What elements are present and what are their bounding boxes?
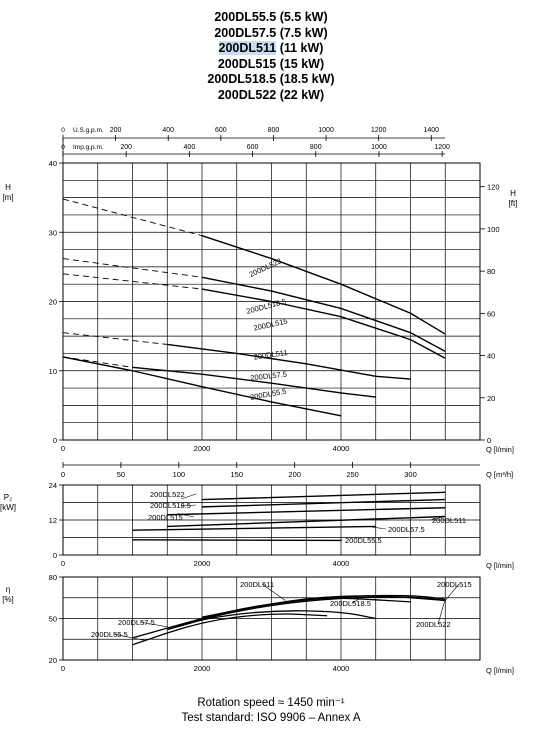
curve-200DL518.5 <box>202 277 445 351</box>
us-gpm-label: U.S.g.p.m. <box>73 127 104 134</box>
series-label: 200DL518.5 <box>150 501 191 510</box>
tick-label: 120 <box>487 182 500 192</box>
tick-label: 20 <box>487 393 496 403</box>
tick-label: 2000 <box>193 664 211 673</box>
tick-label: 1000 <box>371 144 387 151</box>
test-standard-note: Test standard: ISO 9906 – Annex A <box>181 712 361 724</box>
tick-label: 1200 <box>370 127 387 134</box>
tick-label: 24 <box>48 481 57 490</box>
tick-label: 200 <box>120 144 133 151</box>
x-axis-label: Q [l/min] <box>486 561 514 570</box>
series-label: 200DL511 <box>240 580 275 589</box>
series-label: 200DL522 <box>150 490 185 499</box>
curve-200DL55.5 <box>133 540 342 541</box>
model-power: (7.5 kW) <box>276 25 328 40</box>
series-label: 200DL57.5 <box>249 369 288 383</box>
tick-label: 60 <box>487 309 496 319</box>
tick-label: 0 <box>52 551 57 560</box>
model-power: (22 kW) <box>276 87 325 102</box>
x-axis-label: Q [l/min] <box>486 666 514 675</box>
model-power: (11 kW) <box>276 41 324 55</box>
tick-label: 400 <box>162 127 175 134</box>
model-power: (18.5 kW) <box>276 72 335 86</box>
tick-label: 400 <box>183 144 196 151</box>
series-label: 200DL57.5 <box>388 525 425 534</box>
tick-label: 0 <box>60 470 66 479</box>
x-axis-label: Q [l/min] <box>486 445 514 454</box>
y-axis-label: η <box>5 585 11 594</box>
tick-label: 4000 <box>332 444 350 453</box>
tick-label: 0 <box>61 127 65 134</box>
model-name: 200DL55.5 <box>214 10 277 24</box>
model-name: 200DL522 <box>217 87 277 102</box>
curve-200DL522 <box>202 492 445 499</box>
tick-label: 50 <box>116 470 126 479</box>
tick-label: 40 <box>48 159 57 168</box>
tick-label: 1400 <box>423 127 440 134</box>
model-name: 200DL511 <box>218 41 277 55</box>
tick-label: 800 <box>309 144 322 151</box>
tick-label: 600 <box>246 144 259 151</box>
series-label: 200DL57.5 <box>118 618 155 627</box>
chart-footer <box>0 696 542 726</box>
tick-label: 0 <box>60 444 66 453</box>
tick-label: 50 <box>48 614 57 624</box>
y-axis-label: H <box>5 183 11 192</box>
tick-label: 4000 <box>332 664 350 673</box>
tick-label: 80 <box>487 267 496 277</box>
tick-label: 0 <box>60 664 66 673</box>
tick-label: 0 <box>61 144 65 151</box>
tick-label: 12 <box>48 516 57 525</box>
series-label: 200DL515 <box>437 580 472 589</box>
series-label: 200DL518.5 <box>330 599 371 608</box>
model-name: 200DL518.5 <box>207 72 277 86</box>
model-power: (5.5 kW) <box>276 10 328 24</box>
tick-label: 40 <box>487 351 496 361</box>
tick-label: 100 <box>487 224 500 234</box>
y-right-axis-label: [ft] <box>508 199 518 208</box>
series-label: 200DL511 <box>253 347 289 362</box>
tick-label: 800 <box>267 127 280 134</box>
tick-label: 100 <box>172 470 186 479</box>
tick-label: 1200 <box>434 144 450 151</box>
series-label: 200DL518.5 <box>245 296 288 316</box>
tick-label: 10 <box>48 366 57 376</box>
y-axis-label: P₂ <box>3 493 13 502</box>
tick-label: 0 <box>60 559 66 568</box>
tick-label: 600 <box>214 127 227 134</box>
tick-label: 0 <box>487 436 492 445</box>
tick-label: 20 <box>48 656 57 665</box>
y-right-axis-label: H <box>510 189 516 198</box>
tick-label: 2000 <box>193 444 211 453</box>
y-axis-label: [kW] <box>0 503 16 512</box>
tick-label: 150 <box>230 470 244 479</box>
curve-200DL511-dashed <box>63 333 167 345</box>
series-label: 200DL55.5 <box>345 536 382 545</box>
model-name: 200DL57.5 <box>214 25 277 40</box>
tick-label: 300 <box>404 470 417 479</box>
series-label: 200DL522 <box>416 620 451 629</box>
tick-label: 20 <box>48 297 57 307</box>
curve-200DL515 <box>202 289 445 358</box>
tick-label: 4000 <box>332 559 350 568</box>
series-label: 200DL55.5 <box>249 386 288 402</box>
curve-200DL518.5 <box>202 500 445 507</box>
tick-label: 2000 <box>193 559 211 568</box>
tick-label: 250 <box>346 470 359 479</box>
y-axis-label: [m] <box>2 193 14 202</box>
series-label: 200DL515 <box>252 316 289 333</box>
y-axis-label: [%] <box>2 595 14 604</box>
series-label: 200DL515 <box>148 513 183 522</box>
model-name: 200DL515 <box>217 56 277 71</box>
label-leader <box>369 526 386 529</box>
tick-label: 1000 <box>318 127 334 134</box>
series-label: 200DL55.5 <box>91 630 128 639</box>
tick-label: 80 <box>48 573 57 582</box>
imp-gpm-label: Imp.g.p.m. <box>73 144 104 151</box>
model-power: (15 kW) <box>276 56 325 71</box>
tick-label: 200 <box>109 127 122 134</box>
tick-label: 200 <box>288 470 301 479</box>
rotation-speed-note: Rotation speed ≈ 1450 min⁻¹ <box>197 697 345 709</box>
tick-label: 30 <box>48 228 57 238</box>
series-label: 200DL511 <box>432 516 467 525</box>
tick-label: 0 <box>52 436 57 445</box>
series-label: 200DL522 <box>247 256 283 280</box>
m3h-axis-label: Q [m³/h] <box>486 470 514 479</box>
